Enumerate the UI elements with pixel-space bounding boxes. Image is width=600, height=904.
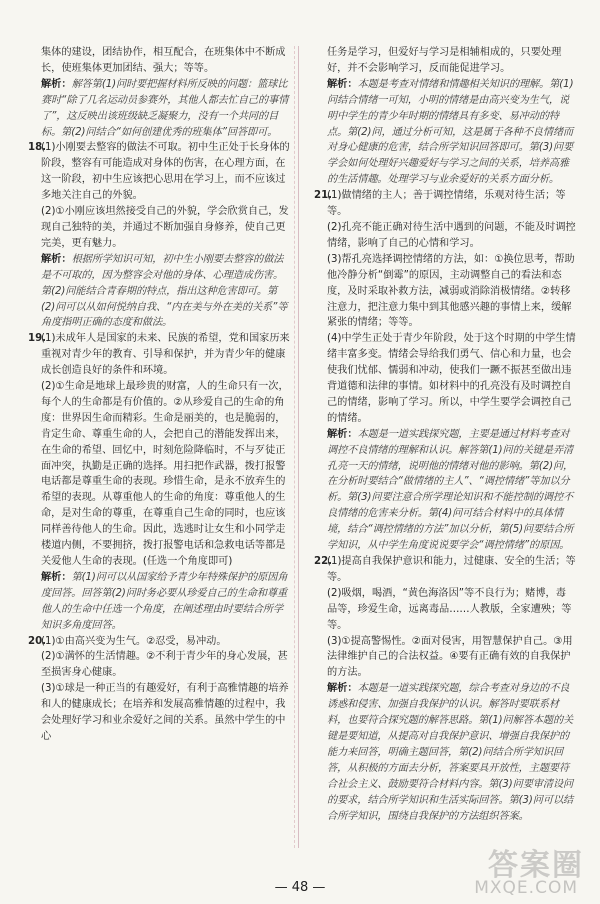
analysis-label: 解析： <box>41 78 72 90</box>
answer-text: (1)提高自我保护意识和能力，过健康、安全的生活；等等。 <box>327 556 576 583</box>
sub-answer: (3)①球是一种正当的有趣爱好，有利于高雅情趣的培养和人的健康成长；在培养和发展高雅情趣的过程中，我会处理好学习和业余爱好之间的关系。虽然中学生的中心 <box>41 683 289 742</box>
analysis-text: 第(1)问可以从国家给予青少年特殊保护的原因角度回答。回答第(2)问时务必要从珍爱自己的生命和尊重他人的生命中任选一个角度，在阐述理由时要结合所学知识多角度回答。 <box>41 571 288 631</box>
left-column <box>28 45 290 865</box>
sub-answer: (2)①生命是地球上最珍贵的财富，人的生命只有一次，每个人的生命都是有价值的。②从珍爱自己的生命的角度：世界因生命而精彩。生命是丽美的，也是脆弱的，肯定生命、尊重生命的人，会把自己的潜能发挥出来，在生命的希望、回忆中，时刻危险降临时，不与歹徒正面冲突，执勤是正确的选择。用扫把作武器，拨打报警电话都是尊重生命的表现。珍惜生命，是永不放弃生的希望的表现。从尊重他人的生命的角度：尊重他人的生命，是对生命的尊重，在尊重自己生命的同时，也应该同样善待他人的生命。因此，选逃时让女生和小同学走楼道内侧，不要拥挤，拨打报警电话和急救电话等都是关爱他人生命的表现。(任选一个角度即可) <box>41 381 289 567</box>
watermark-url: MXQE.COM <box>474 878 578 898</box>
analysis-paragraph <box>314 681 576 824</box>
question-answer <box>28 331 290 379</box>
analysis-label: 解析： <box>327 428 358 440</box>
analysis-paragraph <box>314 427 576 554</box>
watermark-logo: 答案圈 <box>488 848 584 883</box>
analysis-paragraph <box>28 570 290 634</box>
analysis-paragraph <box>314 77 576 188</box>
analysis-text: 本题是一道实践探究题，主要是通过材料考查对调控不良情绪的理解和认识。解答第(1)问的关键是弄清孔亮一天的情绪，说明他的情绪对他的影响。第(2)问，在分析时要结合“做情绪的主人”、“调控情绪”等加以分析。第(3)问要注意合所学理论知识和不能控制的调控不良情绪的危害来分析。第(4)问可结合材料中的具体情境，结合“调控情绪的方法”加以分析，第(5)问要结合所学知识，从中学生角度说说要学会“调控情绪”的原因。 <box>327 428 574 552</box>
question-number: 22. <box>314 556 333 567</box>
analysis-text: 本题是一道实践探究题，综合考查对身边的不良诱惑和侵害、加强自我保护的认识。解答时要联系材料，也要符合探究题的解答思路。第(1)问解答本题的关键是要知道，从提高对自我保护意识、增强自我保护的能力来回答，明确主题回答，第(2)问结合所学知识回答，从积极的方面去分析，答案要具开放性，主题要符合社会主义、鼓励要符合材料内容。第(3)问要审清设问的要求，结合所学知识和生活实际回答。第(3)问可以结合所学知识，围绕自我保护的方法组织答案。 <box>327 683 574 822</box>
answer-continuation: 集体的建设，团结协作，相互配合，在班集体中不断成长，使班集体更加团结、强大；等等。 <box>41 47 286 74</box>
right-column <box>314 45 576 865</box>
page-number: — 48 — <box>274 880 326 895</box>
answer-text: (1)未成年人是国家的未来、民族的希望，党和国家历来重视对青少年的教育、引导和保护，并为青少年的健康成长创造良好的条件和环境。 <box>41 333 290 377</box>
watermark <box>454 840 584 898</box>
analysis-text: 解答第(1)问时要把握材料所反映的问题：篮球比赛时“除了几名运动员参赛外，其他人都去忙自己的事情了”，这反映出该班级缺乏凝聚力，没有一个共同的目标。第(2)问结合“如何创建优秀的班集体”回答即可。 <box>41 78 289 138</box>
sub-answer: (3)帮孔亮选择调控情绪的方法，如：①换位思考，帮助他冷静分析“倒霉”的原因，主动调整自己的看法和态度，及时采取补救方法，减弱或消除消极情绪。②转移注意力，把注意力集中到其他感兴趣的事情上来，缓解紧张的情绪；等等。 <box>327 253 575 329</box>
analysis-paragraph <box>28 77 290 141</box>
analysis-paragraph <box>28 252 290 332</box>
question-answer <box>28 634 290 650</box>
answer-text: (1)①由高兴变为生气。②忍受，易冲动。 <box>41 635 227 647</box>
sub-answer: (2)孔亮不能正确对待生活中遇到的问题，不能及时调控情绪，影响了自己的心情和学习。 <box>327 221 576 249</box>
sub-answer: (2)吸烟，喝酒，“黄色海洛因”等不良行为；赌博，毒品等，珍爱生命，远离毒品……人教版，全家遭殃；等等。 <box>327 587 572 631</box>
question-answer <box>28 140 290 204</box>
column-divider <box>298 46 299 848</box>
question-number: 21. <box>314 190 333 202</box>
analysis-label: 解析： <box>327 78 358 90</box>
analysis-label: 解析： <box>41 571 72 583</box>
answer-text: (1)做情绪的主人；善于调控情绪，乐观对待生活；等等。 <box>327 190 566 218</box>
answer-text: (1)小刚要去整容的做法不可取。初中生正处于长身体的阶段，整容有可能造成对身体的伤害，在心理方面，在这一阶段，初中生应该把心思用在学习上，而不应该过多地关注自己的外貌。 <box>41 142 290 202</box>
question-number: 19. <box>28 333 47 345</box>
sub-answer: (2)①满怀的生活情趣。②不利于青少年的身心发展，甚至损害身心健康。 <box>41 651 288 679</box>
analysis-label: 解析： <box>327 683 358 695</box>
sub-answer: (4)中学生正处于青少年阶段，处于这个时期的中学生情绪丰富多变。情绪会导给我们勇气、信心和力量，也会使我们忧郁、懦弱和冲动，使我们一蹶不振甚至做出违背道德和法律的事情。如材料中的孔亮没有及时调控自己的情绪，影响了学习。所以，中学生要学会调控自己的情绪。 <box>327 333 576 424</box>
answer-continuation: 任务是学习，但爱好与学习是相辅相成的，只要处理好，并不会影响学习，反而能促进学习。 <box>327 47 562 74</box>
sub-answer: (2)①小刚应该坦然接受自己的外貌，学会欣赏自己，发现自己独特的美，并通过不断加强自身修养，使自己更完美，更有魅力。 <box>41 206 289 249</box>
analysis-text: 根据所学知识可知，初中生小刚要去整容的做法是不可取的，因为整容会对他的身体、心理造成伤害。第(2)问能结合青春期的特点，指出这种危害即可。第(2)问可以从如何悦纳自我、“内在美与外在美的关系”等角度指明正确的态度和做法。 <box>41 253 288 329</box>
sub-answer: (3)①提高警惕性。②面对侵害，用智慧保护自己。③用法律维护自己的合法权益。④要有正确有效的自我保护的方法。 <box>327 635 573 679</box>
analysis-label: 解析： <box>41 253 72 265</box>
analysis-text: 本题是考查对情绪和情趣相关知识的理解。第(1)问结合情绪一可知，小明的情绪是由高兴变为生气，说明中学生的青少年时期的情绪具有多变、易冲动的特点。第(2)问，通过分析可知，这是属于各种不良情绪而对身心健康的危害，结合所学知识回答即可。第(3)问要学会如何处理好兴趣爱好与学习之间的关系，培养高雅的生活情趣。处理学习与业余爱好的关系方面分析。 <box>327 78 574 186</box>
question-number: 20. <box>28 635 47 647</box>
question-number: 18. <box>28 142 47 154</box>
question-answer <box>314 188 576 220</box>
question-answer <box>314 554 576 586</box>
